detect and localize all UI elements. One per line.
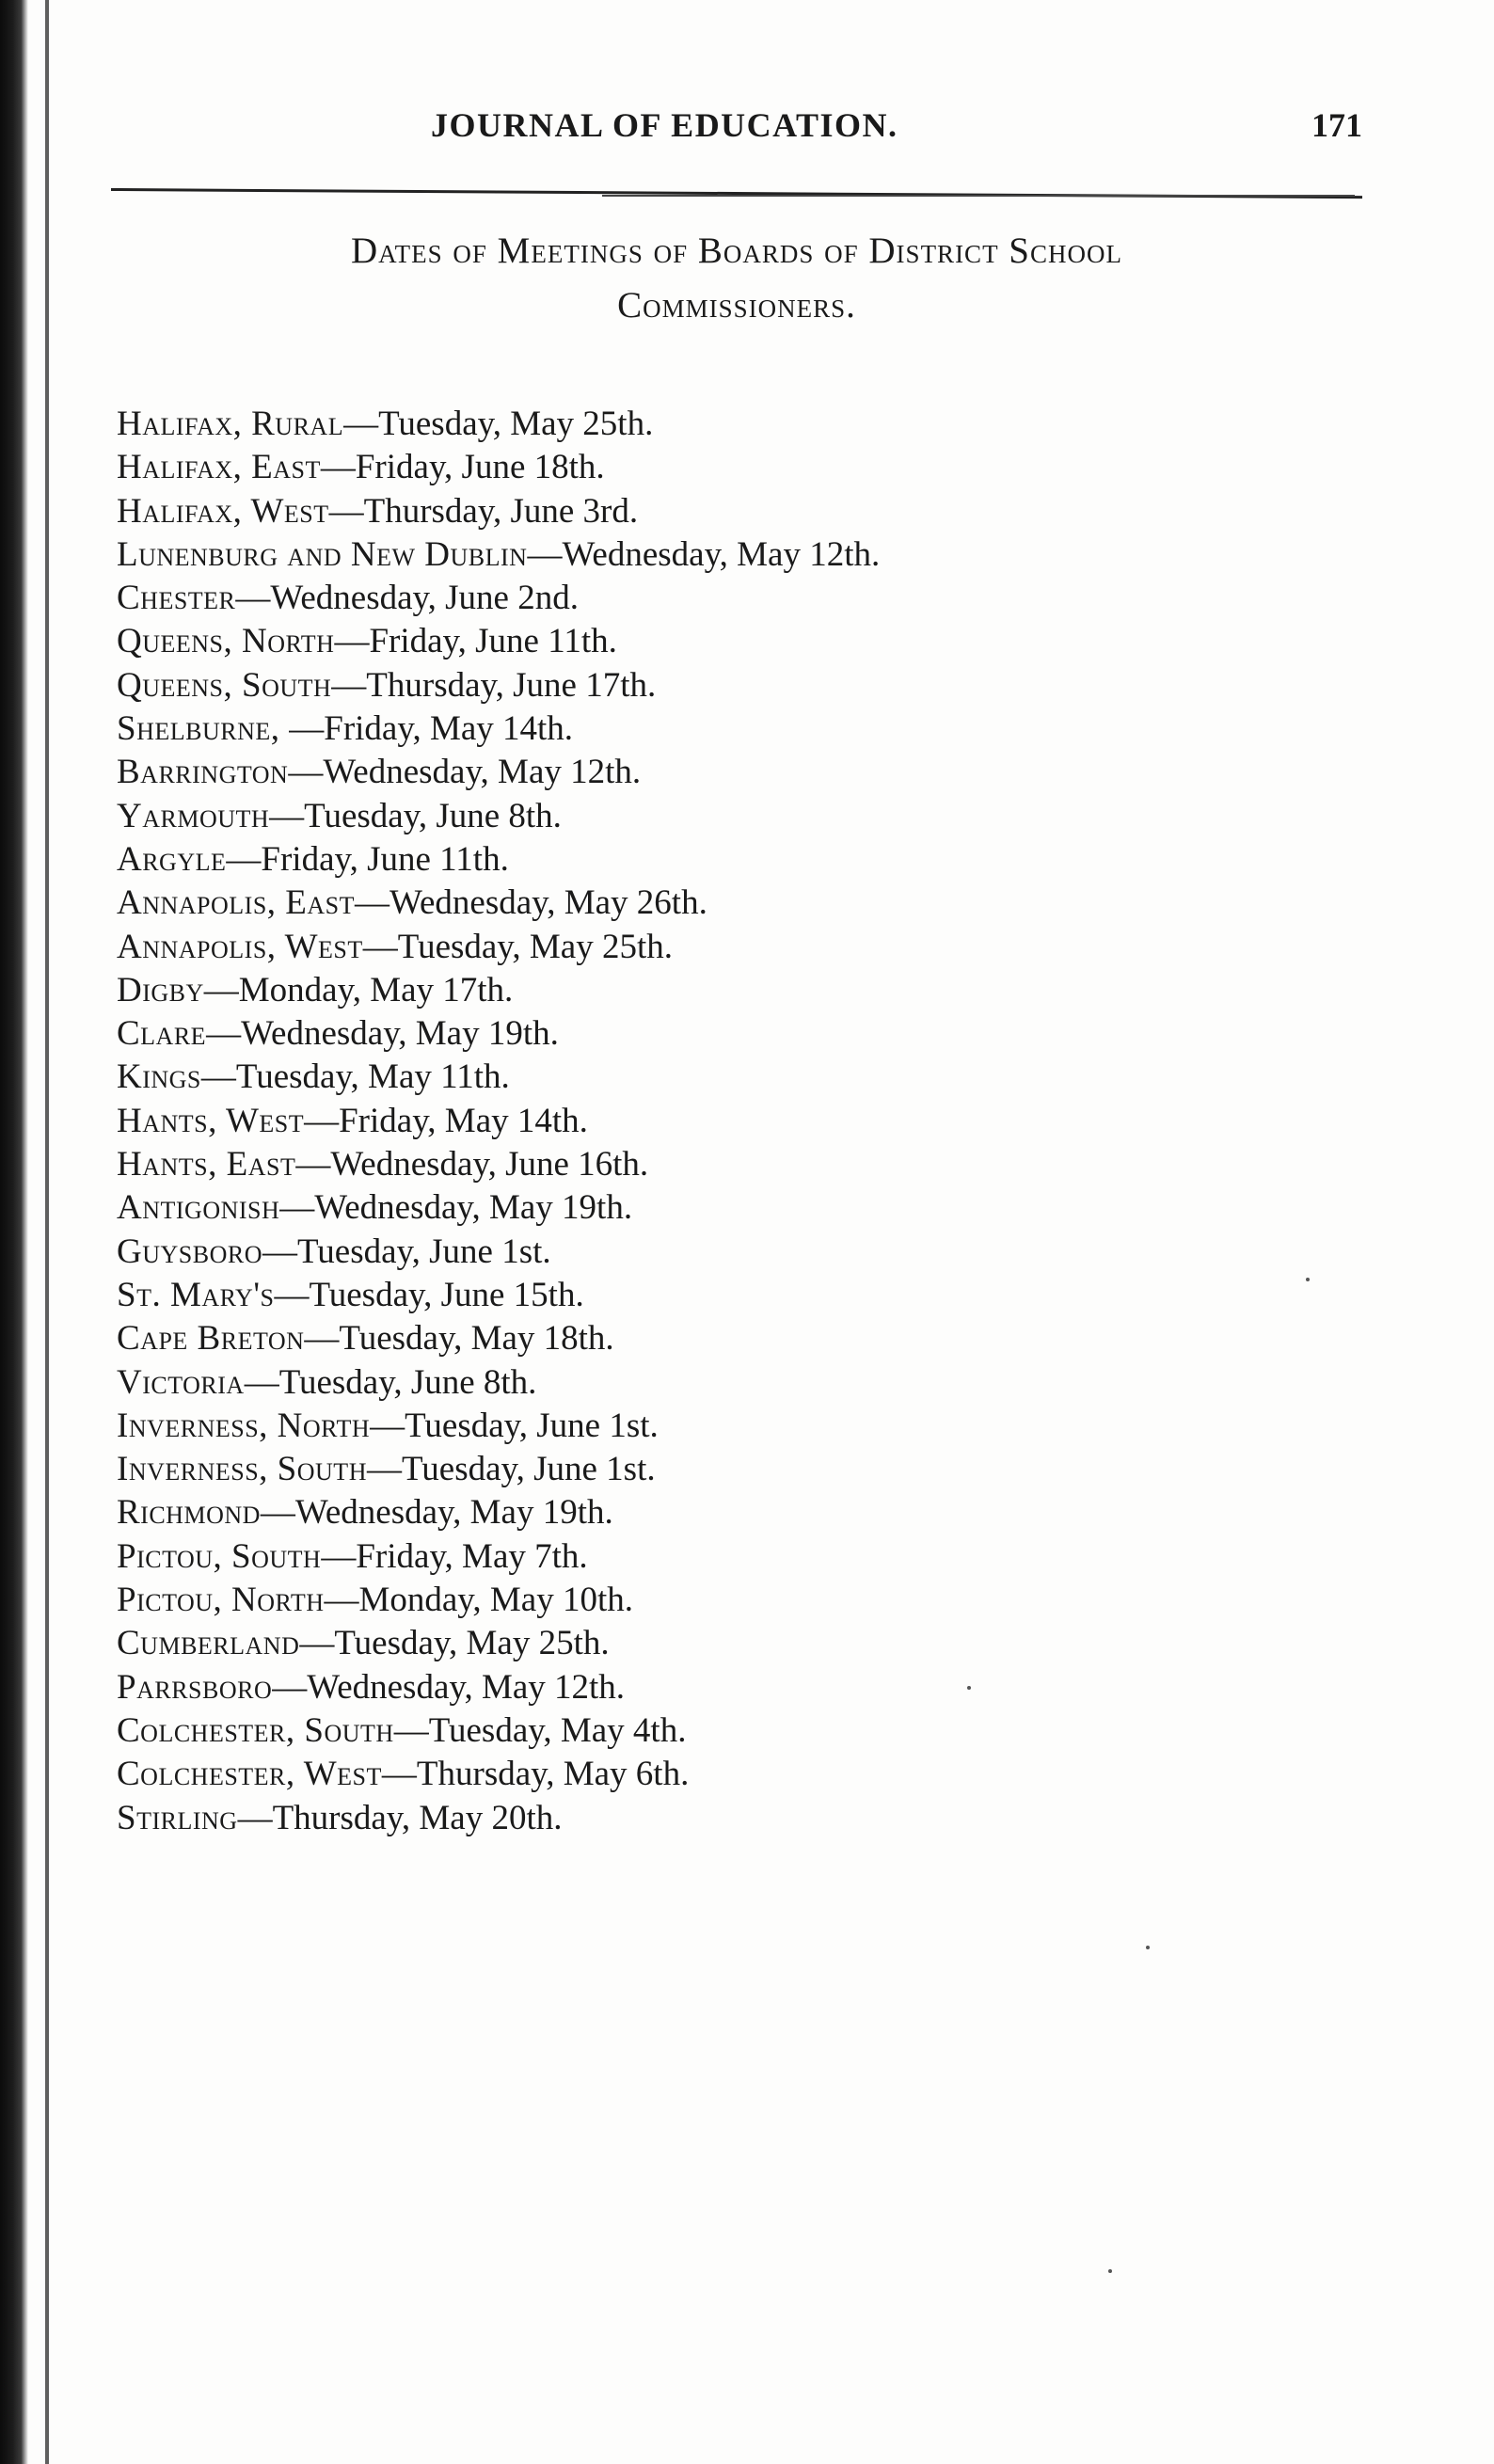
entry-separator: — <box>334 622 370 661</box>
meeting-entry <box>117 1056 1340 1099</box>
meeting-entry <box>117 1491 1340 1534</box>
entry-separator: — <box>237 1798 273 1837</box>
meeting-date: Tuesday, June 8th. <box>278 1362 537 1402</box>
meeting-date: Wednesday, May 19th. <box>314 1188 633 1228</box>
meeting-entry <box>117 969 1340 1012</box>
running-header <box>111 105 1362 162</box>
section-heading <box>111 224 1362 333</box>
entry-separator: — <box>295 1145 331 1184</box>
meeting-entry <box>117 1361 1340 1405</box>
entry-separator: — <box>262 1232 297 1271</box>
meeting-entry <box>117 926 1340 969</box>
district-name: Halifax, West <box>117 491 329 531</box>
meeting-date: Tuesday, May 25th. <box>334 1624 610 1663</box>
district-name: Antigonish <box>117 1188 280 1228</box>
meeting-entry <box>117 577 1340 620</box>
district-name: Argyle <box>117 839 227 879</box>
district-name: Victoria <box>117 1362 245 1402</box>
book-binding-edge <box>0 0 28 2464</box>
meeting-date: Tuesday, May 18th. <box>339 1319 614 1359</box>
meeting-date: Tuesday, June 1st. <box>401 1450 656 1489</box>
meeting-date: Wednesday, June 16th. <box>330 1145 649 1184</box>
district-name: Halifax, East <box>117 448 321 487</box>
meeting-date: Thursday, June 3rd. <box>363 491 639 531</box>
meeting-entry <box>117 620 1340 663</box>
entry-separator: — <box>343 405 379 443</box>
entry-separator: — <box>324 1581 359 1620</box>
district-name: Hants, West <box>117 1101 305 1140</box>
district-name: Queens, North <box>117 622 335 661</box>
district-name: Queens, South <box>117 665 332 705</box>
district-name: Pictou, South <box>117 1536 322 1576</box>
print-speck <box>967 1686 971 1690</box>
district-name: Barrington <box>117 753 289 792</box>
running-title: JOURNAL OF EDUCATION. <box>431 106 898 144</box>
meeting-date: Monday, May 17th. <box>238 970 514 1009</box>
district-name: Annapolis, East <box>117 883 356 923</box>
entry-separator: — <box>299 1624 335 1663</box>
meeting-date: Friday, June 18th. <box>355 448 605 487</box>
meeting-entry <box>117 1143 1340 1186</box>
meeting-entry <box>117 1666 1340 1709</box>
district-name: Colchester, West <box>117 1755 382 1794</box>
entry-separator: — <box>366 1450 402 1489</box>
meeting-entry <box>117 1622 1340 1665</box>
binding-shadow-line <box>45 0 49 2464</box>
district-name: Inverness, South <box>117 1450 367 1489</box>
meeting-entry <box>117 403 1340 446</box>
section-heading-line-1: Dates of Meetings of Boards of District School <box>350 231 1122 271</box>
entry-separator: — <box>304 1101 340 1140</box>
meeting-entry <box>117 707 1340 751</box>
entry-separator: — <box>206 1014 242 1054</box>
meeting-date: Thursday, May 6th. <box>416 1755 690 1794</box>
meeting-date: Wednesday, May 12th. <box>307 1667 626 1707</box>
district-name: Cumberland <box>117 1624 300 1663</box>
entry-separator: — <box>362 927 398 966</box>
meeting-date: Tuesday, May 4th. <box>428 1710 687 1750</box>
meeting-entry <box>117 1535 1340 1579</box>
district-name: Halifax, Rural <box>117 405 344 443</box>
entry-separator: — <box>260 1493 295 1533</box>
district-name: Pictou, North <box>117 1581 325 1620</box>
meeting-entry <box>117 490 1340 533</box>
meeting-date: Friday, June 11th. <box>369 622 617 661</box>
district-name: Colchester, South <box>117 1710 394 1750</box>
entry-separator: — <box>304 1319 340 1359</box>
meeting-date: Tuesday, May 25th. <box>397 927 674 966</box>
meeting-entry <box>117 664 1340 707</box>
meeting-dates-list <box>117 403 1340 1840</box>
page-number: 171 <box>1311 106 1362 144</box>
meeting-date: Friday, May 14th. <box>339 1101 588 1140</box>
meeting-date: Monday, May 10th. <box>358 1581 634 1620</box>
district-name: Guysboro <box>117 1232 262 1271</box>
meeting-entry <box>117 533 1340 577</box>
meeting-entry <box>117 1448 1340 1491</box>
meeting-entry <box>117 1797 1340 1840</box>
header-rule <box>111 188 1362 199</box>
district-name: Chester <box>117 579 236 618</box>
district-name: Inverness, North <box>117 1406 371 1445</box>
meeting-date: Thursday, June 17th. <box>366 665 657 705</box>
entry-separator: — <box>355 883 390 923</box>
meeting-date: Friday, May 14th. <box>324 709 574 749</box>
entry-separator: — <box>527 534 563 574</box>
entry-separator: — <box>381 1755 417 1794</box>
district-name: Hants, East <box>117 1145 296 1184</box>
district-name: Yarmouth <box>117 796 270 835</box>
entry-separator: — <box>269 796 305 835</box>
district-name: Parrsboro <box>117 1667 273 1707</box>
meeting-entry <box>117 1186 1340 1230</box>
meeting-date: Thursday, May 20th. <box>272 1798 563 1837</box>
entry-separator: — <box>328 491 364 531</box>
meeting-date: Tuesday, May 25th. <box>378 405 654 443</box>
entry-separator: — <box>272 1667 308 1707</box>
meeting-entry <box>117 1709 1340 1753</box>
entry-separator: — <box>244 1362 279 1402</box>
meeting-date: Tuesday, June 15th. <box>309 1275 584 1314</box>
entry-separator: — <box>200 1057 236 1097</box>
print-speck <box>1146 1946 1150 1949</box>
print-speck <box>1306 1278 1310 1281</box>
meeting-entry <box>117 446 1340 489</box>
meeting-entry <box>117 1405 1340 1448</box>
district-name: Kings <box>117 1057 201 1097</box>
entry-separator: — <box>393 1710 429 1750</box>
entry-separator: — <box>226 839 262 879</box>
meeting-entry <box>117 838 1340 882</box>
district-name: Cape Breton <box>117 1319 305 1359</box>
meeting-entry <box>117 1579 1340 1622</box>
meeting-date: Friday, June 11th. <box>261 839 509 879</box>
print-speck <box>1108 2269 1112 2273</box>
district-name: St. Mary's <box>117 1275 275 1314</box>
entry-separator: — <box>289 709 325 749</box>
meeting-date: Wednesday, May 26th. <box>389 883 707 923</box>
section-heading-line-2: Commissioners. <box>617 285 856 326</box>
meeting-entry <box>117 1274 1340 1317</box>
meeting-date: Wednesday, June 2nd. <box>270 579 579 618</box>
district-name: Lunenburg and New Dublin <box>117 534 528 574</box>
meeting-date: Tuesday, May 11th. <box>235 1057 510 1097</box>
entry-separator: — <box>203 970 239 1009</box>
entry-separator: — <box>331 665 367 705</box>
entry-separator: — <box>274 1275 310 1314</box>
meeting-entry <box>117 1012 1340 1056</box>
meeting-entry <box>117 1100 1340 1143</box>
entry-separator: — <box>288 753 324 792</box>
district-name: Shelburne, <box>117 709 290 749</box>
meeting-date: Wednesday, May 12th. <box>323 753 642 792</box>
meeting-date: Wednesday, May 12th. <box>562 534 881 574</box>
meeting-entry <box>117 1231 1340 1274</box>
meeting-date: Wednesday, May 19th. <box>241 1014 559 1054</box>
entry-separator: — <box>320 448 356 487</box>
entry-separator: — <box>370 1406 405 1445</box>
entry-separator: — <box>235 579 271 618</box>
header-rule-secondary <box>602 195 1355 197</box>
meeting-entry <box>117 795 1340 838</box>
district-name: Annapolis, West <box>117 927 363 966</box>
meeting-date: Friday, May 7th. <box>356 1536 588 1576</box>
district-name: Stirling <box>117 1798 238 1837</box>
meeting-entry <box>117 1317 1340 1360</box>
meeting-date: Tuesday, June 1st. <box>405 1406 659 1445</box>
meeting-date: Tuesday, June 1st. <box>296 1232 551 1271</box>
district-name: Clare <box>117 1014 207 1054</box>
meeting-date: Wednesday, May 19th. <box>294 1493 613 1533</box>
meeting-entry <box>117 751 1340 794</box>
meeting-entry <box>117 1753 1340 1796</box>
entry-separator: — <box>321 1536 357 1576</box>
district-name: Digby <box>117 970 204 1009</box>
district-name: Richmond <box>117 1493 261 1533</box>
meeting-date: Tuesday, June 8th. <box>304 796 562 835</box>
meeting-entry <box>117 882 1340 925</box>
entry-separator: — <box>279 1188 315 1228</box>
